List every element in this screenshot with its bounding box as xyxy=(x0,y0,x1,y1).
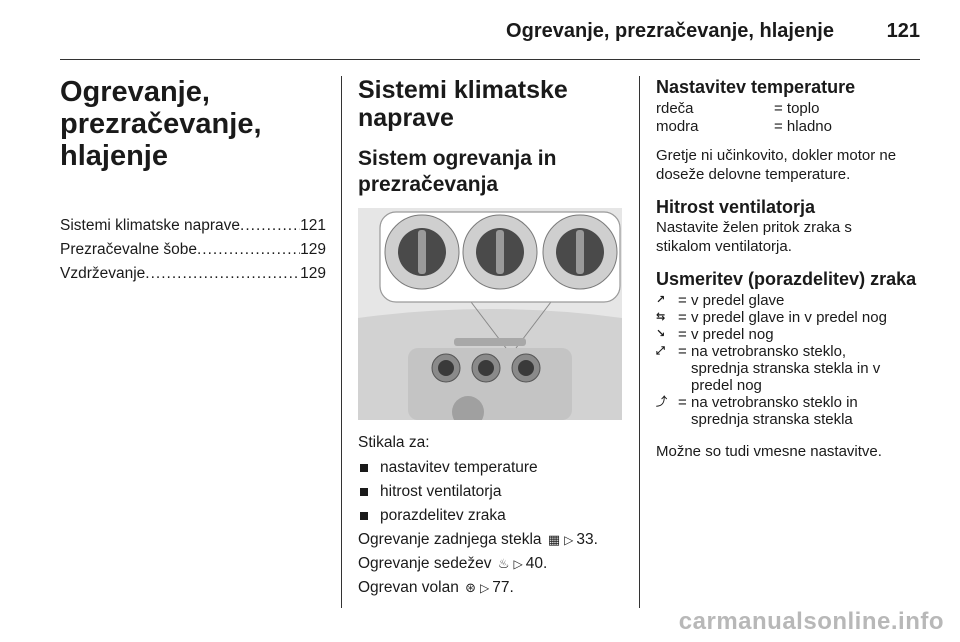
distribution-list xyxy=(656,292,922,428)
toc-entry[interactable] xyxy=(60,262,326,286)
distribution-heading: Usmeritev (porazdelitev) zraka xyxy=(656,269,917,289)
temperature-note xyxy=(656,146,922,184)
list-item-text xyxy=(691,309,922,326)
list-item-text: porazdelitev zraka xyxy=(380,507,506,524)
middle-column xyxy=(358,76,622,600)
reference-seat-heat[interactable] xyxy=(358,552,622,576)
list-item-text: hitrost ventilatorja xyxy=(380,483,502,500)
list-item xyxy=(358,504,622,528)
toc-leader xyxy=(240,214,300,238)
page-arrow-icon: ▷ xyxy=(564,533,574,547)
list-item xyxy=(656,326,922,343)
text-line: v predel nog xyxy=(691,326,774,343)
list-item-text xyxy=(691,343,922,394)
temperature-table xyxy=(656,100,922,136)
reference-text: Ogrevanje sedežev xyxy=(358,555,492,572)
toc-entry-page: 129 xyxy=(300,241,326,258)
windscreen-icon: ⤴ xyxy=(656,396,667,408)
bullet-icon xyxy=(360,512,368,520)
toc-leader xyxy=(145,262,300,286)
left-column xyxy=(60,76,326,286)
reference-steering-wheel[interactable] xyxy=(358,576,622,600)
column-divider-left xyxy=(341,76,342,608)
header-title: Ogrevanje, prezračevanje, hlajenje xyxy=(506,20,834,42)
fan-heading: Hitrost ventilatorja xyxy=(656,197,816,217)
table-key: rdeča xyxy=(656,100,694,117)
temperature-heading: Nastavitev temperature xyxy=(656,77,856,97)
reference-text: Ogrevanje zadnjega stekla xyxy=(358,531,542,548)
chapter-title-line: hlajenje xyxy=(60,140,168,172)
climate-control-drawing xyxy=(358,208,622,420)
page-header xyxy=(0,14,920,54)
toc-entry-page: 129 xyxy=(300,265,326,282)
page-arrow-icon: ▷ xyxy=(513,557,523,571)
table-row xyxy=(656,100,922,118)
subsection-title xyxy=(358,146,622,198)
text-line: predel nog xyxy=(691,377,762,394)
toc-entry[interactable] xyxy=(60,214,326,238)
text-line: na vetrobransko steklo in xyxy=(691,394,858,411)
list-item-text: nastavitev temperature xyxy=(380,459,538,476)
fan-text xyxy=(656,218,922,256)
text-line: doseže delovne temperature. xyxy=(656,166,851,183)
foot-level-icon: ↘ xyxy=(656,328,666,340)
reference-page: 77. xyxy=(492,579,514,596)
reference-page: 40. xyxy=(525,555,548,572)
watermark[interactable]: carmanualsonline.info xyxy=(678,608,944,635)
list-item xyxy=(656,292,922,309)
section-title-line: Sistemi klimatske xyxy=(358,76,568,104)
bullet-icon xyxy=(360,464,368,472)
subsection-title-line: prezračevanja xyxy=(358,173,499,196)
bullet-icon xyxy=(360,488,368,496)
page-number: 121 xyxy=(886,20,920,42)
table-value: = hladno xyxy=(774,118,832,135)
seat-heat-icon: ♨ xyxy=(497,556,510,571)
text-line: Gretje ni učinkovito, dokler motor ne xyxy=(656,147,897,164)
text-line: Nastavite želen pritok zraka s xyxy=(656,219,852,236)
equals-sign: = xyxy=(678,343,687,360)
chapter-title-line: Ogrevanje, xyxy=(60,76,210,108)
toc-leader xyxy=(197,238,300,262)
distribution-note: Možne so tudi vmesne nastavitve. xyxy=(656,443,882,460)
head-level-icon: ↗ xyxy=(656,294,666,306)
switches-intro: Stikala za: xyxy=(358,434,430,451)
toc-entry-page: 121 xyxy=(300,217,326,234)
text-line: sprednja stranska stekla xyxy=(691,411,853,428)
switches-list xyxy=(358,456,622,528)
column-divider-right xyxy=(639,76,640,608)
toc-entry-label: Prezračevalne šobe xyxy=(60,241,197,258)
toc-entry-label: Vzdrževanje xyxy=(60,265,146,282)
table-row xyxy=(656,118,922,136)
section-title-line: naprave xyxy=(358,104,454,132)
list-item-text xyxy=(691,394,922,428)
list-item xyxy=(656,343,922,394)
text-line: v predel glave xyxy=(691,292,785,309)
right-column xyxy=(656,76,922,461)
list-item xyxy=(358,456,622,480)
list-item xyxy=(358,480,622,504)
table-of-contents xyxy=(60,214,326,286)
table-value: = toplo xyxy=(774,100,820,117)
reference-text: Ogrevan volan xyxy=(358,579,459,596)
steering-wheel-heat-icon: ⊛ xyxy=(465,580,477,595)
rear-window-heat-icon: ▦ xyxy=(547,532,561,547)
text-line: na vetrobransko steklo, xyxy=(691,343,847,360)
chapter-title xyxy=(60,76,326,172)
climate-control-illustration xyxy=(358,208,622,420)
page-arrow-icon: ▷ xyxy=(480,581,490,595)
subsection-title-line: Sistem ogrevanja in xyxy=(358,147,557,170)
chapter-title-line: prezračevanje, xyxy=(60,108,262,140)
list-item xyxy=(656,394,922,428)
text-line: stikalom ventilatorja. xyxy=(656,238,792,255)
text-line: sprednja stranska stekla in v xyxy=(691,360,881,377)
toc-entry[interactable] xyxy=(60,238,326,262)
text-line: v predel glave in v predel nog xyxy=(691,309,887,326)
equals-sign: = xyxy=(678,292,687,309)
toc-entry-label: Sistemi klimatske naprave xyxy=(60,217,241,234)
equals-sign: = xyxy=(678,309,687,326)
equals-sign: = xyxy=(678,326,687,343)
reference-page: 33. xyxy=(576,531,598,548)
header-rule xyxy=(60,59,920,60)
section-title xyxy=(358,76,622,132)
windscreen-foot-icon: ⤢ xyxy=(656,345,665,357)
head-foot-icon: ⇆ xyxy=(656,311,666,323)
reference-rear-window[interactable] xyxy=(358,528,622,552)
equals-sign: = xyxy=(678,394,687,411)
list-item-text xyxy=(691,292,922,309)
table-key: modra xyxy=(656,118,699,135)
list-item xyxy=(656,309,922,326)
list-item-text xyxy=(691,326,922,343)
